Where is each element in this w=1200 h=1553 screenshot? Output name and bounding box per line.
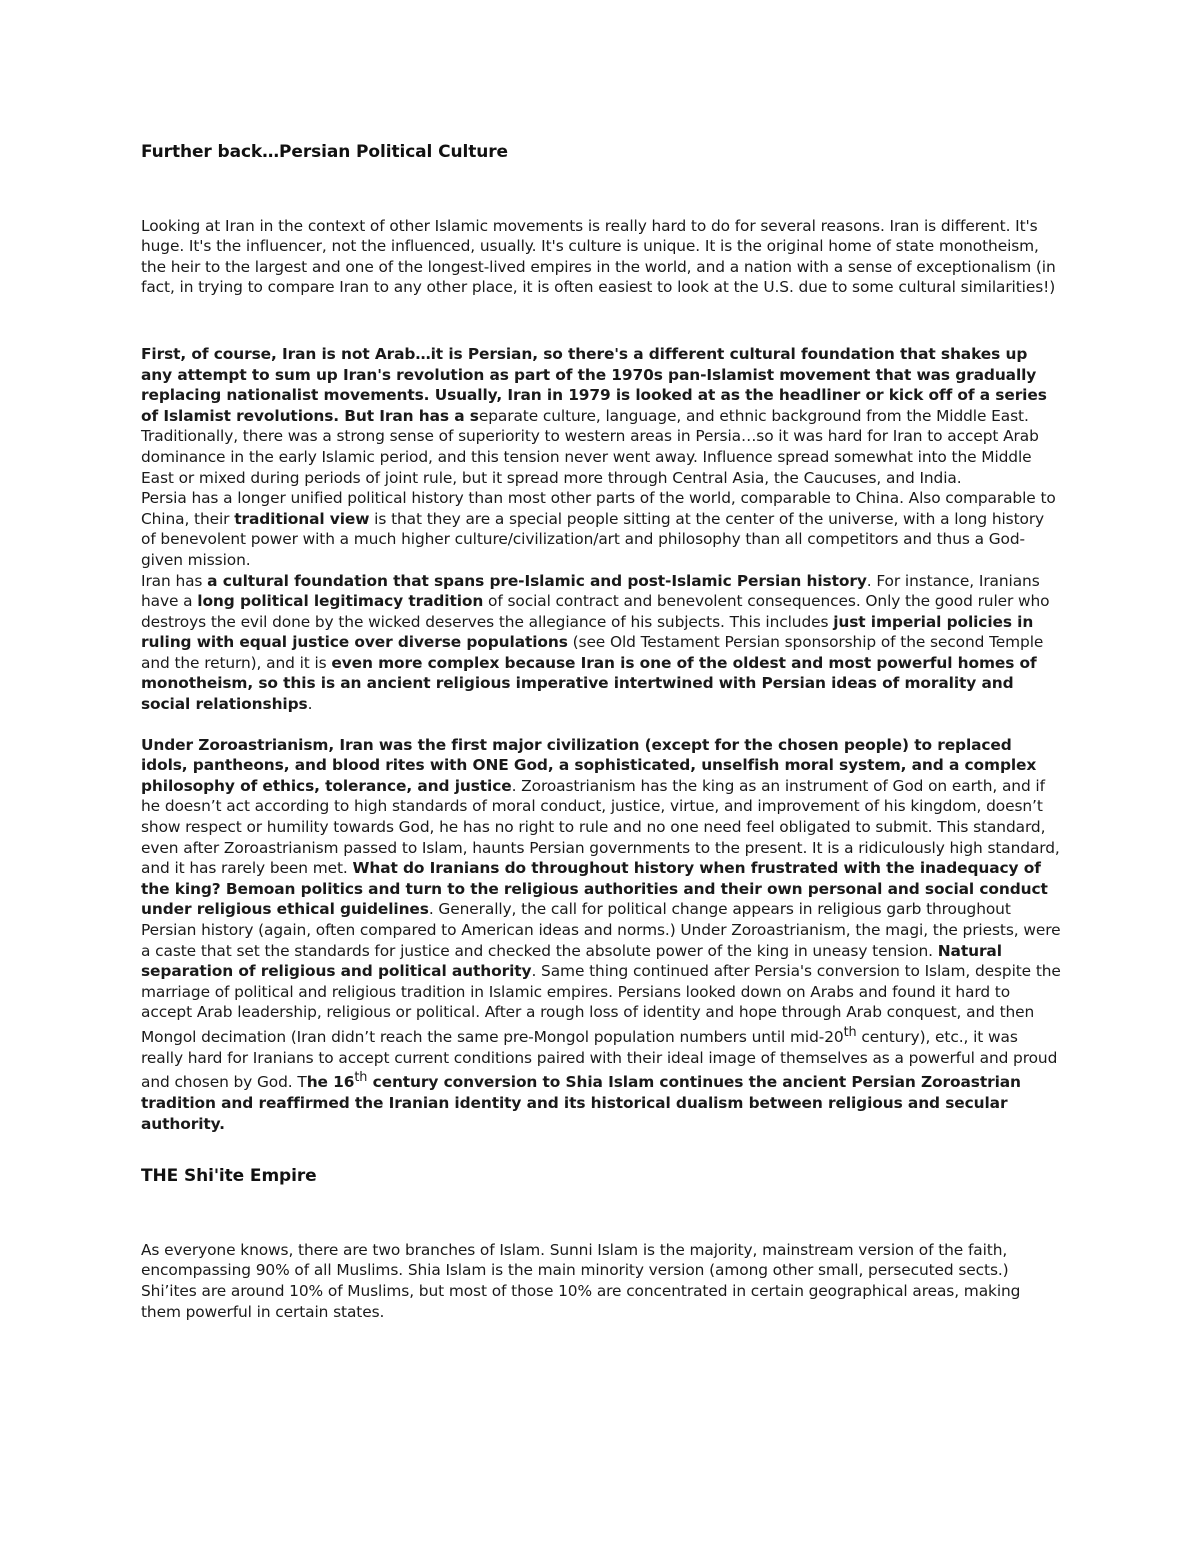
bold-run: long political legitimacy tradition	[197, 592, 484, 611]
text-run: (see Old Testament Persian sponsorship of the second Temple and the return), and it is	[141, 633, 1044, 672]
text-run: century), etc., it was really hard for Iranians to accept current conditions paired with their ideal image of themselves as a powerful and proud and chosen by God. T	[141, 1028, 1058, 1092]
bold-run: Under Zoroastrianism, Iran was the first major civilization (except for the chosen people) to replaced idols, pantheons, and blood rites with ONE God, a sophisticated, unselfish moral system, and a complex philosophy of ethics, tolerance, and justice	[141, 735, 1037, 795]
bold-run: just imperial policies in ruling with equal justice over diverse populations	[141, 612, 1034, 652]
text-run: . Zoroastrianism has the king as an instrument of God on earth, and if he doesn’t act according to high standards of moral conduct, justice, virtue, and improvement of his kingdom, doesn’t show respect or humility towards God, he has no right to rule and no one need feel obligated to submit. This standard, even after Zoroastrianism passed to Islam, haunts Persian governments to the present. It is a ridiculously high standard, and it has rarely been met.	[141, 776, 1060, 878]
bold-run: even more complex because Iran is one of the oldest and most powerful homes of monotheism, so this is an ancient religious imperative intertwined with Persian ideas of morality and social relationships	[141, 653, 1037, 714]
bold-run: a cultural foundation that spans pre-Islamic and post-Islamic Persian history	[207, 571, 867, 590]
text-run: Iran has	[141, 571, 208, 590]
bold-run: traditional view	[234, 509, 370, 528]
section-heading-persian-culture: Further back…Persian Political Culture	[141, 142, 508, 162]
bold-run: century conversion to Shia Islam continues the ancient Persian Zoroastrian tradition and reaffirmed the Iranian identity and its historical dualism between religious and secular authority.	[141, 1073, 1021, 1133]
text-run: . For instance, Iranians have a	[141, 571, 1040, 611]
bold-run: First, of course, Iran is not Arab…it is Persian, so there's a different cultural foundation that shakes up any attempt to sum up Iran's revolution as part of the 1970s pan-Islamist movement that was gradually replacing nationalist movements. Usually, Iran in 1979 is looked at as the headliner or kick off of a series of Islamist revolutions. But Iran has a s	[141, 344, 1047, 425]
bold-run: What do Iranians do throughout history when frustrated with the inadequacy of the king? Bemoan politics and turn to the religious authorities and their own personal and social conduct under religious ethical guidelines	[141, 859, 1048, 919]
paragraph-shiite-intro: As everyone knows, there are two branches of Islam. Sunni Islam is the majority, mainstream version of the faith, encompassing 90% of all Muslims. Shia Islam is the main minority version (among other small, persecuted sects.) Shi’ites are around 10% of Muslims, but most of those 10% are concentrated in certain geographical areas, making them powerful in certain states.	[141, 1240, 1021, 1321]
bold-run: he 16	[306, 1073, 355, 1092]
text-run: is that they are a special people sitting at the center of the universe, with a long history of benevolent power with a much higher culture/civilization/art and philosophy than all competitors and thus a God-given mission.	[141, 509, 1045, 569]
text-run: of social contract and benevolent consequences. Only the good ruler who destroys the evil done by the wicked deserves the allegiance of his subjects. This includes	[141, 592, 1050, 631]
paragraph-cultural-foundation	[141, 571, 1061, 715]
paragraph-not-arab	[141, 344, 1061, 488]
text-run: Persia has a longer unified political history than most other parts of the world, comparable to China. Also comparable to China, their	[141, 489, 1056, 528]
text-run: .	[307, 695, 313, 714]
document-page	[141, 120, 1061, 1322]
paragraph-zoroastrianism	[141, 735, 1061, 1135]
superscript: th	[843, 1024, 857, 1040]
paragraph-intro: Looking at Iran in the context of other Islamic movements is really hard to do for several reasons. Iran is different. It's huge. It's the influencer, not the influenced, usually. It's culture is unique. It is the original home of state monotheism, the heir to the largest and one of the longest-lived empires in the world, and a nation with a sense of exceptionalism (in fact, in trying to compare Iran to any other place, it is often easiest to look at the U.S. due to some cultural similarities!)	[141, 216, 1056, 297]
text-run: eparate culture, language, and ethnic background from the Middle East. Traditionally, there was a strong sense of superiority to western areas in Persia…so it was hard for Iran to accept Arab dominance in the early Islamic period, and this tension never went away. Influence spread somewhat into the Middle East or mixed during periods of joint rule, but it spread more through Central Asia, the Caucuses, and India.	[141, 406, 1039, 487]
paragraph-persia-history	[141, 488, 1061, 570]
text-run: . Same thing continued after Persia's conversion to Islam, despite the marriage of political and religious tradition in Islamic empires. Persians looked down on Arabs and found it hard to accept Arab leadership, religious or political. After a rough loss of identity and hope through Arab conquest, and then Mongol decimation (Iran didn’t reach the same pre-Mongol population numbers until mid-20	[141, 962, 1061, 1047]
bold-run: Natural separation of religious and political authority	[141, 941, 1002, 981]
section-heading-shiite-empire: THE Shi'ite Empire	[141, 1166, 317, 1187]
text-run: . Generally, the call for political change appears in religious garb throughout Persian history (again, often compared to American ideas and norms.) Under Zoroastrianism, the magi, the priests, were a caste that set the standards for justice and checked the absolute power of the king in uneasy tension.	[141, 900, 1061, 960]
superscript: th	[354, 1070, 368, 1086]
